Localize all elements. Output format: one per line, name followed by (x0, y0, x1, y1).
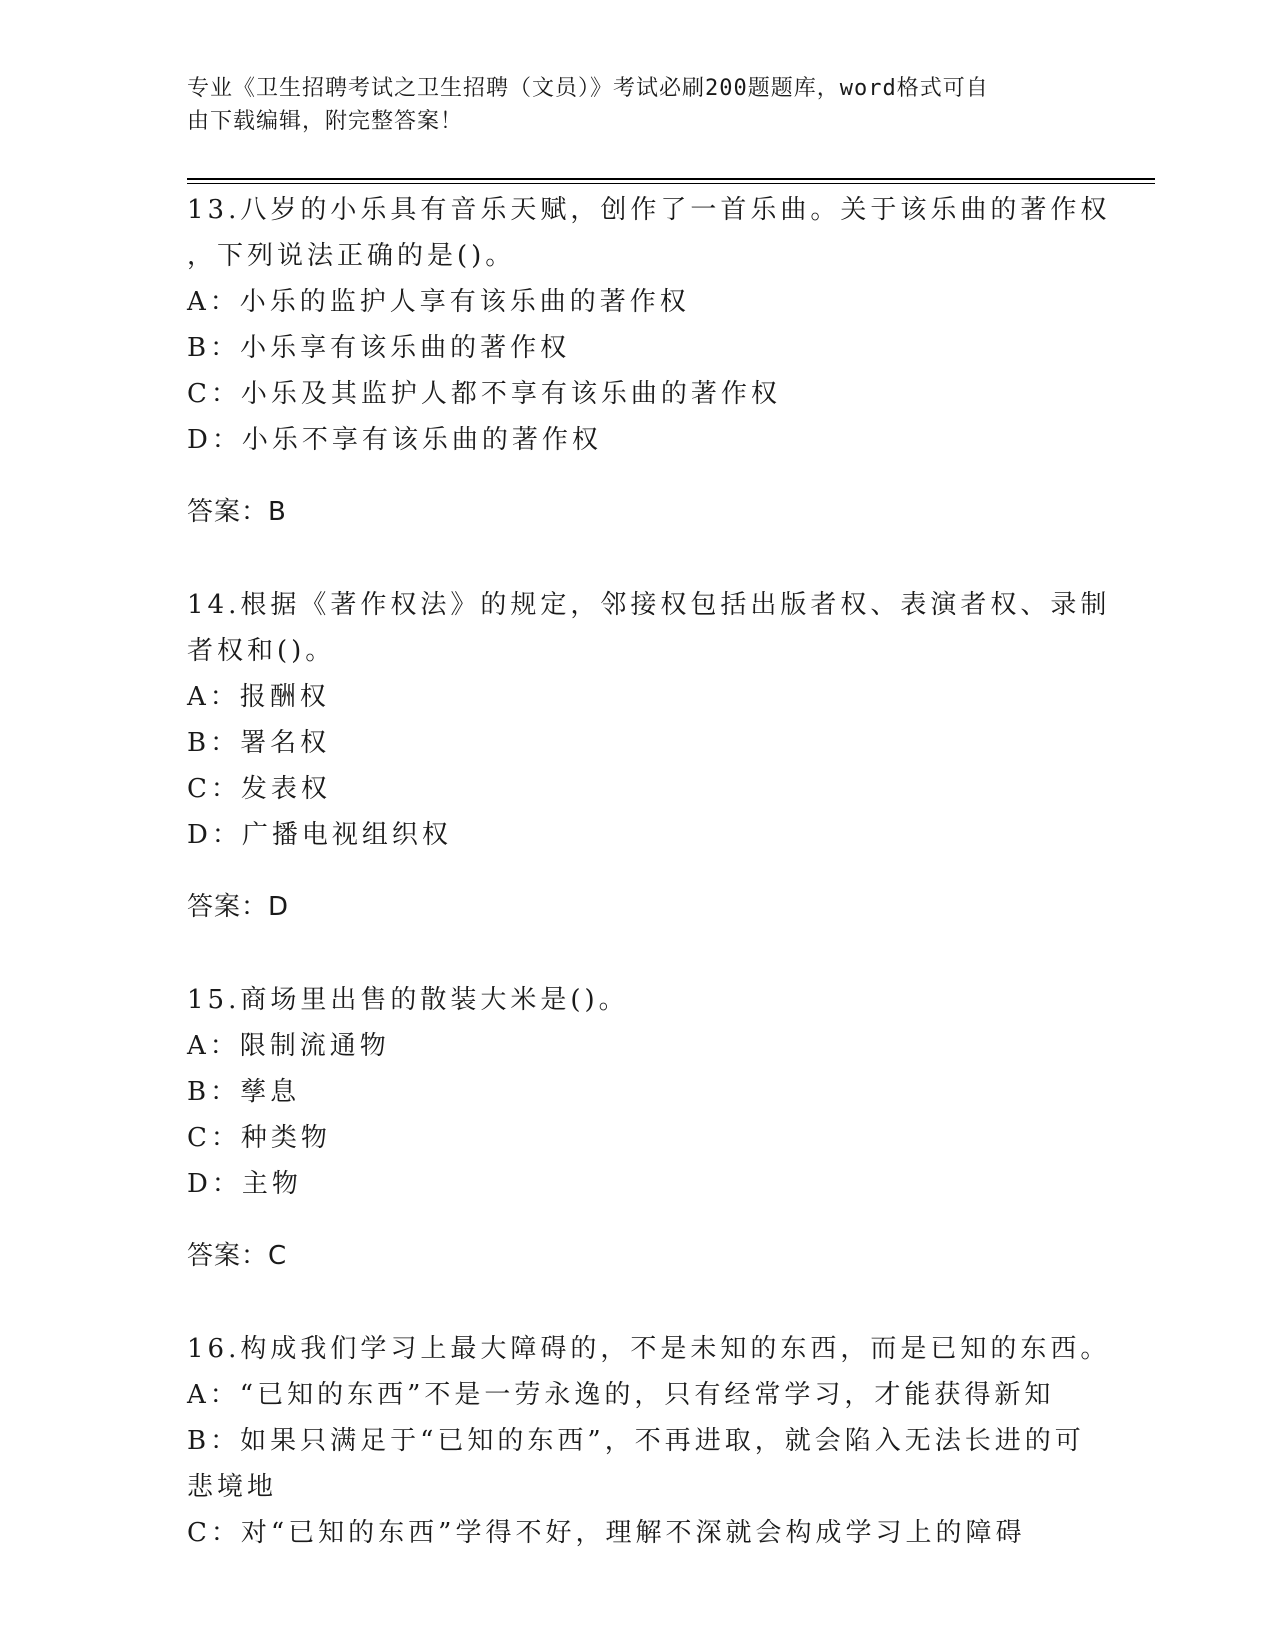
header-line-2: 由下载编辑，附完整答案！ (187, 109, 464, 134)
answer-line: 答案：B (187, 497, 287, 527)
question-stem: 13.八岁的小乐具有音乐天赋，创作了一首乐曲。关于该乐曲的著作权 (187, 195, 1111, 225)
option-b: B：孳息 (187, 1077, 301, 1107)
option-b: B：小乐享有该乐曲的著作权 (187, 333, 571, 363)
question-14 (187, 582, 1111, 930)
header-rule-thick (187, 178, 1155, 180)
option-d: D：广播电视组织权 (187, 820, 452, 850)
option-b: B：署名权 (187, 728, 331, 758)
question-stem-continued: 者权和()。 (187, 636, 336, 666)
question-list (187, 187, 1111, 1556)
option-c: C：种类物 (187, 1123, 331, 1153)
option-a: A：小乐的监护人享有该乐曲的著作权 (187, 287, 690, 317)
option-a: A：限制流通物 (187, 1031, 390, 1061)
question-15 (187, 977, 1087, 1279)
question-stem: 16.构成我们学习上最大障碍的，不是未知的东西，而是已知的东西。 (187, 1334, 1111, 1364)
option-c: C：小乐及其监护人都不享有该乐曲的著作权 (187, 379, 781, 409)
option-b: B：如果只满足于“已知的东西”，不再进取，就会陷入无法长进的可 (187, 1426, 1085, 1456)
answer-line: 答案：C (187, 1241, 288, 1271)
document-header (187, 72, 1067, 138)
question-13 (187, 187, 1111, 535)
option-a: A：“已知的东西”不是一劳永逸的，只有经常学习，才能获得新知 (187, 1380, 1055, 1410)
answer-line: 答案：D (187, 892, 290, 922)
option-c: C：发表权 (187, 774, 331, 804)
option-d: D：主物 (187, 1169, 302, 1199)
question-16 (187, 1326, 1111, 1556)
option-a: A：报酬权 (187, 682, 330, 712)
option-d: D：小乐不享有该乐曲的著作权 (187, 425, 602, 455)
option-c: C：对“已知的东西”学得不好，理解不深就会构成学习上的障碍 (187, 1518, 1026, 1548)
question-stem: 14.根据《著作权法》的规定，邻接权包括出版者权、表演者权、录制 (187, 590, 1111, 620)
header-rule-thin (187, 183, 1155, 184)
question-stem: 15.商场里出售的散装大米是()。 (187, 985, 629, 1015)
question-stem-continued: ，下列说法正确的是()。 (187, 241, 516, 271)
header-line-1: 专业《卫生招聘考试之卫生招聘（文员）》考试必刷200题题库，word格式可自 (187, 76, 989, 101)
option-b-continued: 悲境地 (187, 1472, 278, 1502)
